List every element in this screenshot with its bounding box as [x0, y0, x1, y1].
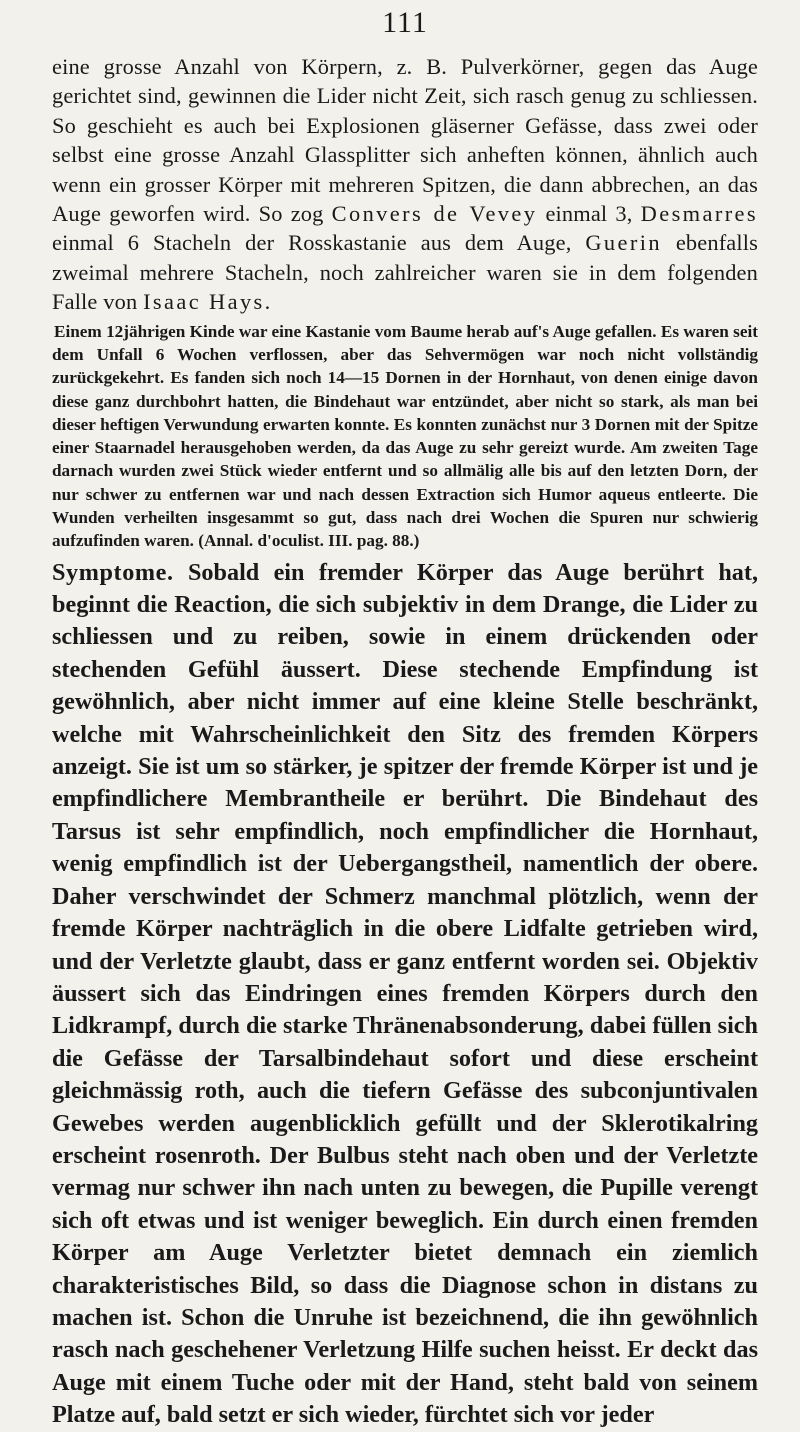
author-name-desmarres: Desmarres	[640, 201, 758, 227]
paragraph-text: einmal 6 Stacheln der Rosskastanie aus dem Auge,	[52, 230, 586, 256]
section-heading-symptome: Symptome.	[52, 558, 174, 586]
symptoms-paragraph	[52, 557, 758, 1432]
paragraph-text: einmal 3,	[537, 201, 641, 227]
author-name-convers: Convers de Vevey	[331, 201, 538, 227]
paragraph-foreign-bodies-intro	[52, 52, 758, 317]
page-number: 111	[382, 6, 428, 39]
paragraph-text: .	[264, 289, 271, 315]
paragraph-text: ebenfalls zweimal mehrere Stacheln, noch zahlreicher waren sie in dem folgenden Falle von	[52, 230, 758, 315]
paragraph-text: eine grosse Anzahl von Körpern, z. B. Pulverkörner, gegen das Auge gerichtet sind, gewinnen die Lider nicht Zeit, sich rasch genug zu schliessen. So geschieht es auch bei Explosionen gläserner Gefässe, dass zwei oder selbst eine grosse Anzahl Glassplitter sich anheften können, ähnlich auch wenn ein grosser Körper mit mehreren Spitzen, die dann abbrechen, an das Auge geworfen wird. So zog	[52, 54, 758, 227]
author-name-guerin: Guerin	[585, 230, 662, 256]
symptoms-text: Sobald ein fremder Körper das Auge berührt hat, beginnt die Reaction, die sich subjektiv in dem Drange, die Lider zu schliessen und zu reiben, sowie in einem drückenden oder stechenden Gefühl äussert. Diese stechende Empfindung ist gewöhnlich, aber nicht immer auf eine kleine Stelle beschränkt, welche mit Wahrscheinlichkeit den Sitz des fremden Körpers anzeigt. Sie ist um so stärker, je spitzer der fremde Körper ist und je empfindlichere Membrantheile er berührt. Die Bindehaut des Tarsus ist sehr empfindlich, noch empfindlicher die Hornhaut, wenig empfindlich ist der Uebergangstheil, namentlich der obere. Daher verschwindet der Schmerz manchmal plötzlich, wenn der fremde Körper nachträglich in die obere Lidfalte getrieben wird, und der Verletzte glaubt, dass er ganz entfernt worden sei. Objektiv äussert sich das Eindringen eines fremden Körpers durch den Lidkrampf, durch die starke Thränenabsonderung, dabei füllen sich die Gefässe der Tarsalbindehaut sofort und diese erscheint gleichmässig roth, auch die tiefern Gefässe des subconjuntivalen Gewebes werden augenblicklich gefüllt und der Sklerotikalring erscheint rosenroth. Der Bulbus steht nach oben und der Verletzte vermag nur schwer ihn nach unten zu bewegen, die Pupille verengt sich oft etwas und ist weniger beweglich. Ein durch einen fremden Körper am Auge Verletzter bietet demnach ein ziemlich charakteristisches Bild, so dass die Diagnose schon in distans zu machen ist. Schon die Unruhe ist bezeichnend, die ihn gewöhnlich rasch nach geschehener Verletzung Hilfe suchen heisst. Er deckt das Auge mit einem Tuche oder mit der Hand, steht bald von seinem Platze auf, bald setzt er sich wieder, fürchtet sich vor jeder	[52, 558, 758, 1429]
case-report-paragraph: Einem 12jährigen Kinde war eine Kastanie vom Baume herab auf's Auge gefallen. Es waren seit dem Unfall 6 Wochen verflossen, aber das Sehvermögen war noch nicht vollständig zurückgekehrt. Es fanden sich noch 14—15 Dornen in der Hornhaut, von denen einige davon diese ganz durchbohrt hatten, die Bindehaut war entzündet, aber nicht so stark, als man bei dieser heftigen Verwundung erwarten konnte. Es konnten zunächst nur 3 Dornen mit der Spitze einer Staarnadel herausgehoben werden, da das Auge zu sehr gereizt wurde. Am zweiten Tage darnach wurden zwei Stück wieder entfernt und so allmälig alle bis auf den letzten Dorn, der nur schwer zu entfernen war und nach dessen Extraction sich Humor aqueus entleerte. Die Wunden verheilten insgesammt so gut, dass nach drei Wochen die Spuren nur schwierig aufzufinden waren. (Annal. d'oculist. III. pag. 88.)	[52, 321, 758, 551]
author-name-isaac-hays: Isaac Hays	[143, 289, 265, 315]
book-page	[52, 0, 758, 1429]
